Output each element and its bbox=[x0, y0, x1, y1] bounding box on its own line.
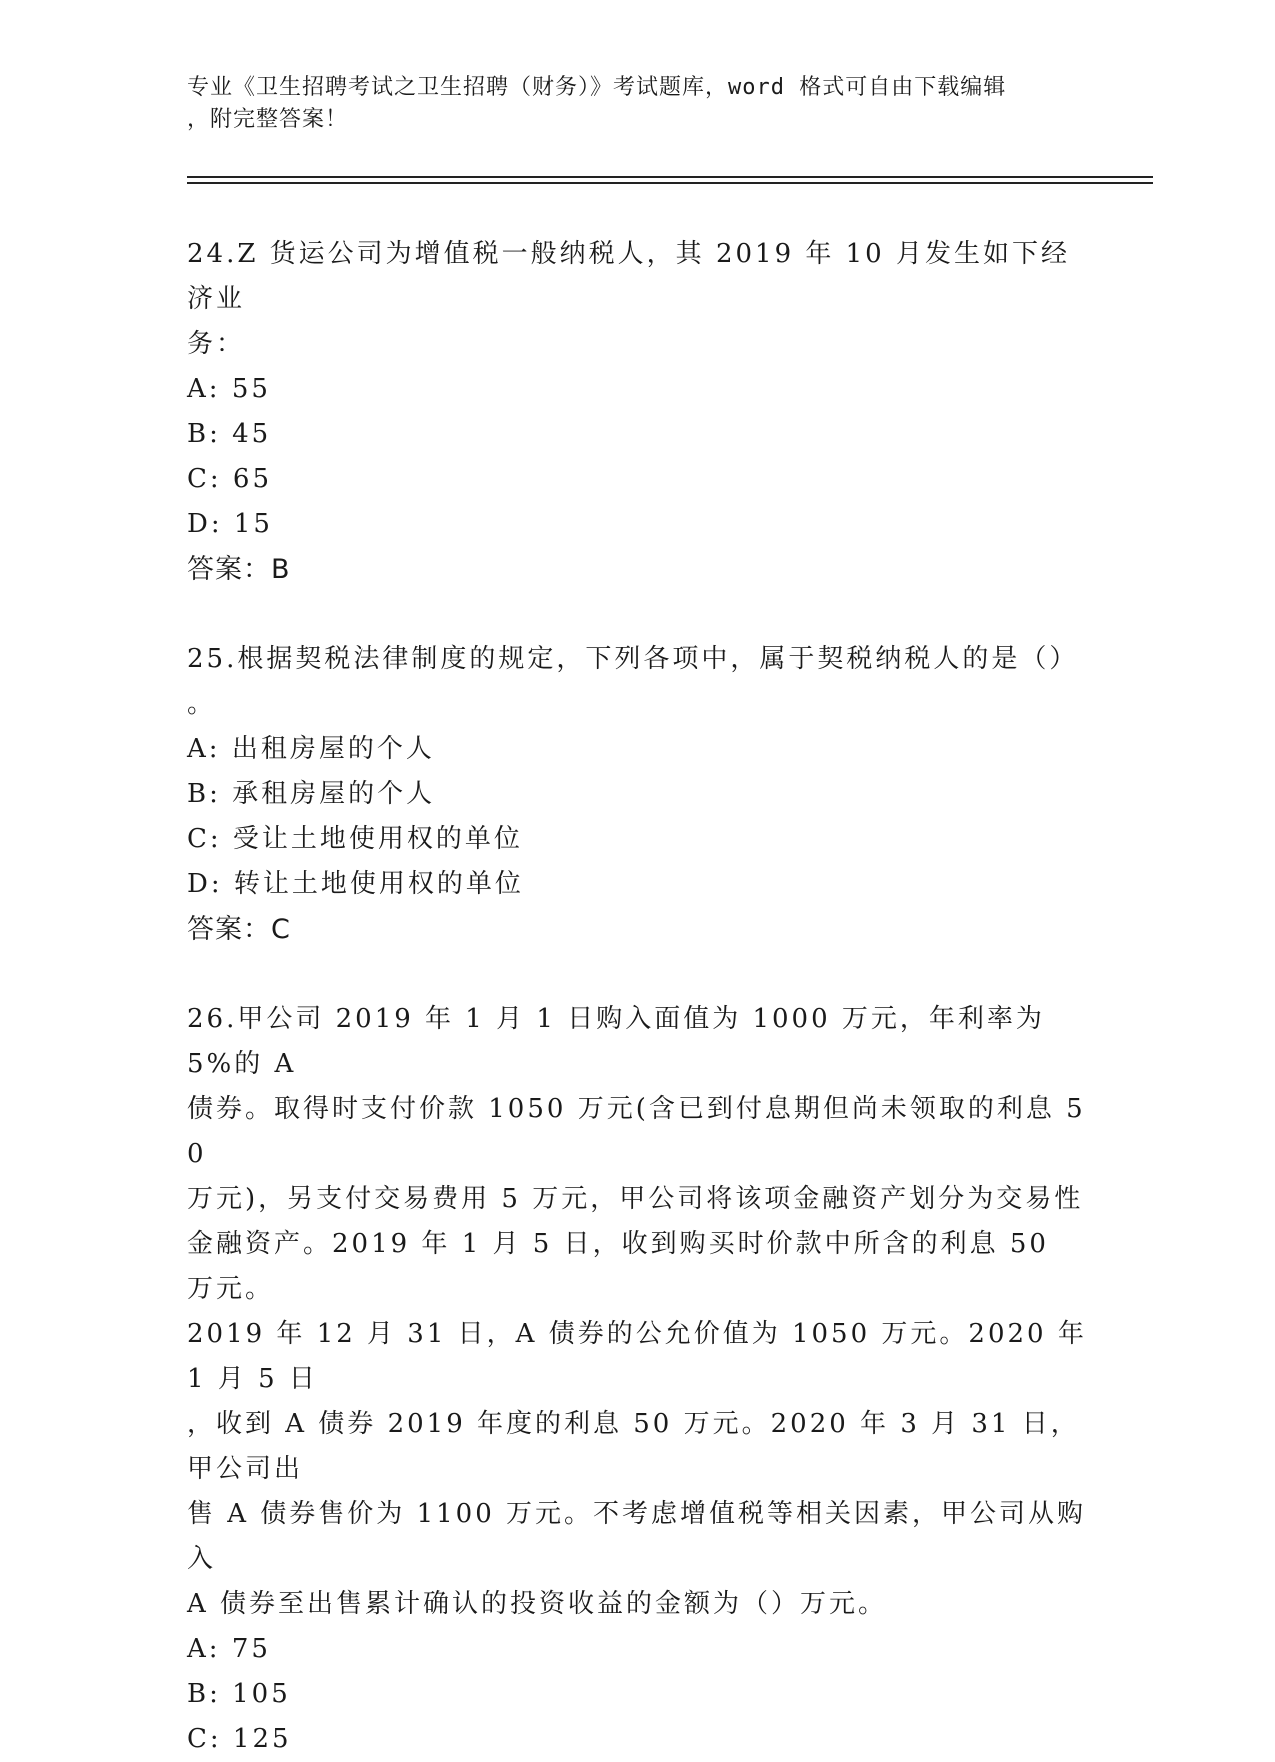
question-text-line: 债券。取得时支付价款 1050 万元(含已到付息期但尚未领取的利息 50 bbox=[187, 1094, 1086, 1169]
option-key: B: bbox=[187, 1679, 221, 1709]
option-text: 转让土地使用权的单位 bbox=[233, 869, 524, 899]
document-header bbox=[187, 72, 1067, 136]
option-key: A: bbox=[187, 1634, 221, 1664]
option-key: A: bbox=[187, 734, 221, 764]
header-line-2: ，附完整答案！ bbox=[187, 107, 349, 132]
question-text-line: 24.Z 货运公司为增值税一般纳税人，其 2019 年 10 月发生如下经济业 bbox=[187, 239, 1070, 314]
option-key: C: bbox=[187, 1724, 222, 1754]
option-text: 75 bbox=[231, 1634, 271, 1664]
header-divider-bottom bbox=[187, 182, 1153, 184]
option-key: B: bbox=[187, 419, 221, 449]
option-text: 105 bbox=[232, 1679, 291, 1709]
option-text: 125 bbox=[232, 1724, 292, 1754]
option-c bbox=[187, 1717, 1087, 1762]
option-text: 受让土地使用权的单位 bbox=[232, 824, 523, 854]
option-key: D: bbox=[187, 869, 223, 899]
question-text-line: 25.根据契税法律制度的规定，下列各项中，属于契税纳税人的是（） bbox=[187, 644, 1079, 674]
question-26 bbox=[187, 997, 1099, 1762]
option-d bbox=[187, 502, 1087, 547]
option-text: 出租房屋的个人 bbox=[231, 734, 435, 764]
question-text-line: 金融资产。2019 年 1 月 5 日，收到购买时价款中所含的利息 50 万元。 bbox=[187, 1229, 1061, 1304]
question-text-line: ，收到 A 债券 2019 年度的利息 50 万元。2020 年 3 月 31 日，甲公司出 bbox=[187, 1409, 1080, 1484]
option-d bbox=[187, 862, 1087, 907]
question-list bbox=[187, 232, 1099, 1762]
question-text-line: A 债券至出售累计确认的投资收益的金额为（）万元。 bbox=[187, 1589, 888, 1619]
question-25 bbox=[187, 637, 1087, 952]
option-key: B: bbox=[187, 779, 221, 809]
option-b bbox=[187, 772, 1087, 817]
option-a bbox=[187, 367, 1087, 412]
option-text: 45 bbox=[232, 419, 272, 449]
question-text-line: 售 A 债券售价为 1100 万元。不考虑增值税等相关因素，甲公司从购入 bbox=[187, 1499, 1087, 1574]
option-a bbox=[187, 727, 1087, 772]
question-text-line: 。 bbox=[187, 689, 217, 719]
answer-label: 答案：C bbox=[187, 914, 291, 945]
question-spacer bbox=[187, 592, 1087, 637]
option-text: 65 bbox=[232, 464, 273, 494]
header-divider-top bbox=[187, 176, 1153, 178]
option-key: C: bbox=[187, 824, 222, 854]
option-text: 55 bbox=[231, 374, 271, 404]
option-b bbox=[187, 412, 1087, 457]
option-key: C: bbox=[187, 464, 222, 494]
question-text-line: 万元)，另支付交易费用 5 万元，甲公司将该项金融资产划分为交易性 bbox=[187, 1184, 1084, 1214]
option-b bbox=[187, 1672, 1087, 1717]
option-c bbox=[187, 457, 1087, 502]
question-text-line: 2019 年 12 月 31 日，A 债券的公允价值为 1050 万元。2020 年 1 月 5 日 bbox=[187, 1319, 1099, 1394]
option-text: 15 bbox=[233, 509, 273, 539]
answer-label: 答案：B bbox=[187, 554, 291, 585]
option-key: A: bbox=[187, 374, 221, 404]
question-text-line: 26.甲公司 2019 年 1 月 1 日购入面值为 1000 万元，年利率为 5%的 A bbox=[187, 1004, 1057, 1079]
header-line-1: 专业《卫生招聘考试之卫生招聘（财务）》考试题库，word 格式可自由下载编辑 bbox=[187, 75, 1007, 100]
option-key: D: bbox=[187, 509, 223, 539]
question-24 bbox=[187, 232, 1087, 592]
option-text: 承租房屋的个人 bbox=[232, 779, 436, 809]
question-text-line: 务： bbox=[187, 329, 246, 359]
question-spacer bbox=[187, 952, 1087, 997]
option-c bbox=[187, 817, 1087, 862]
